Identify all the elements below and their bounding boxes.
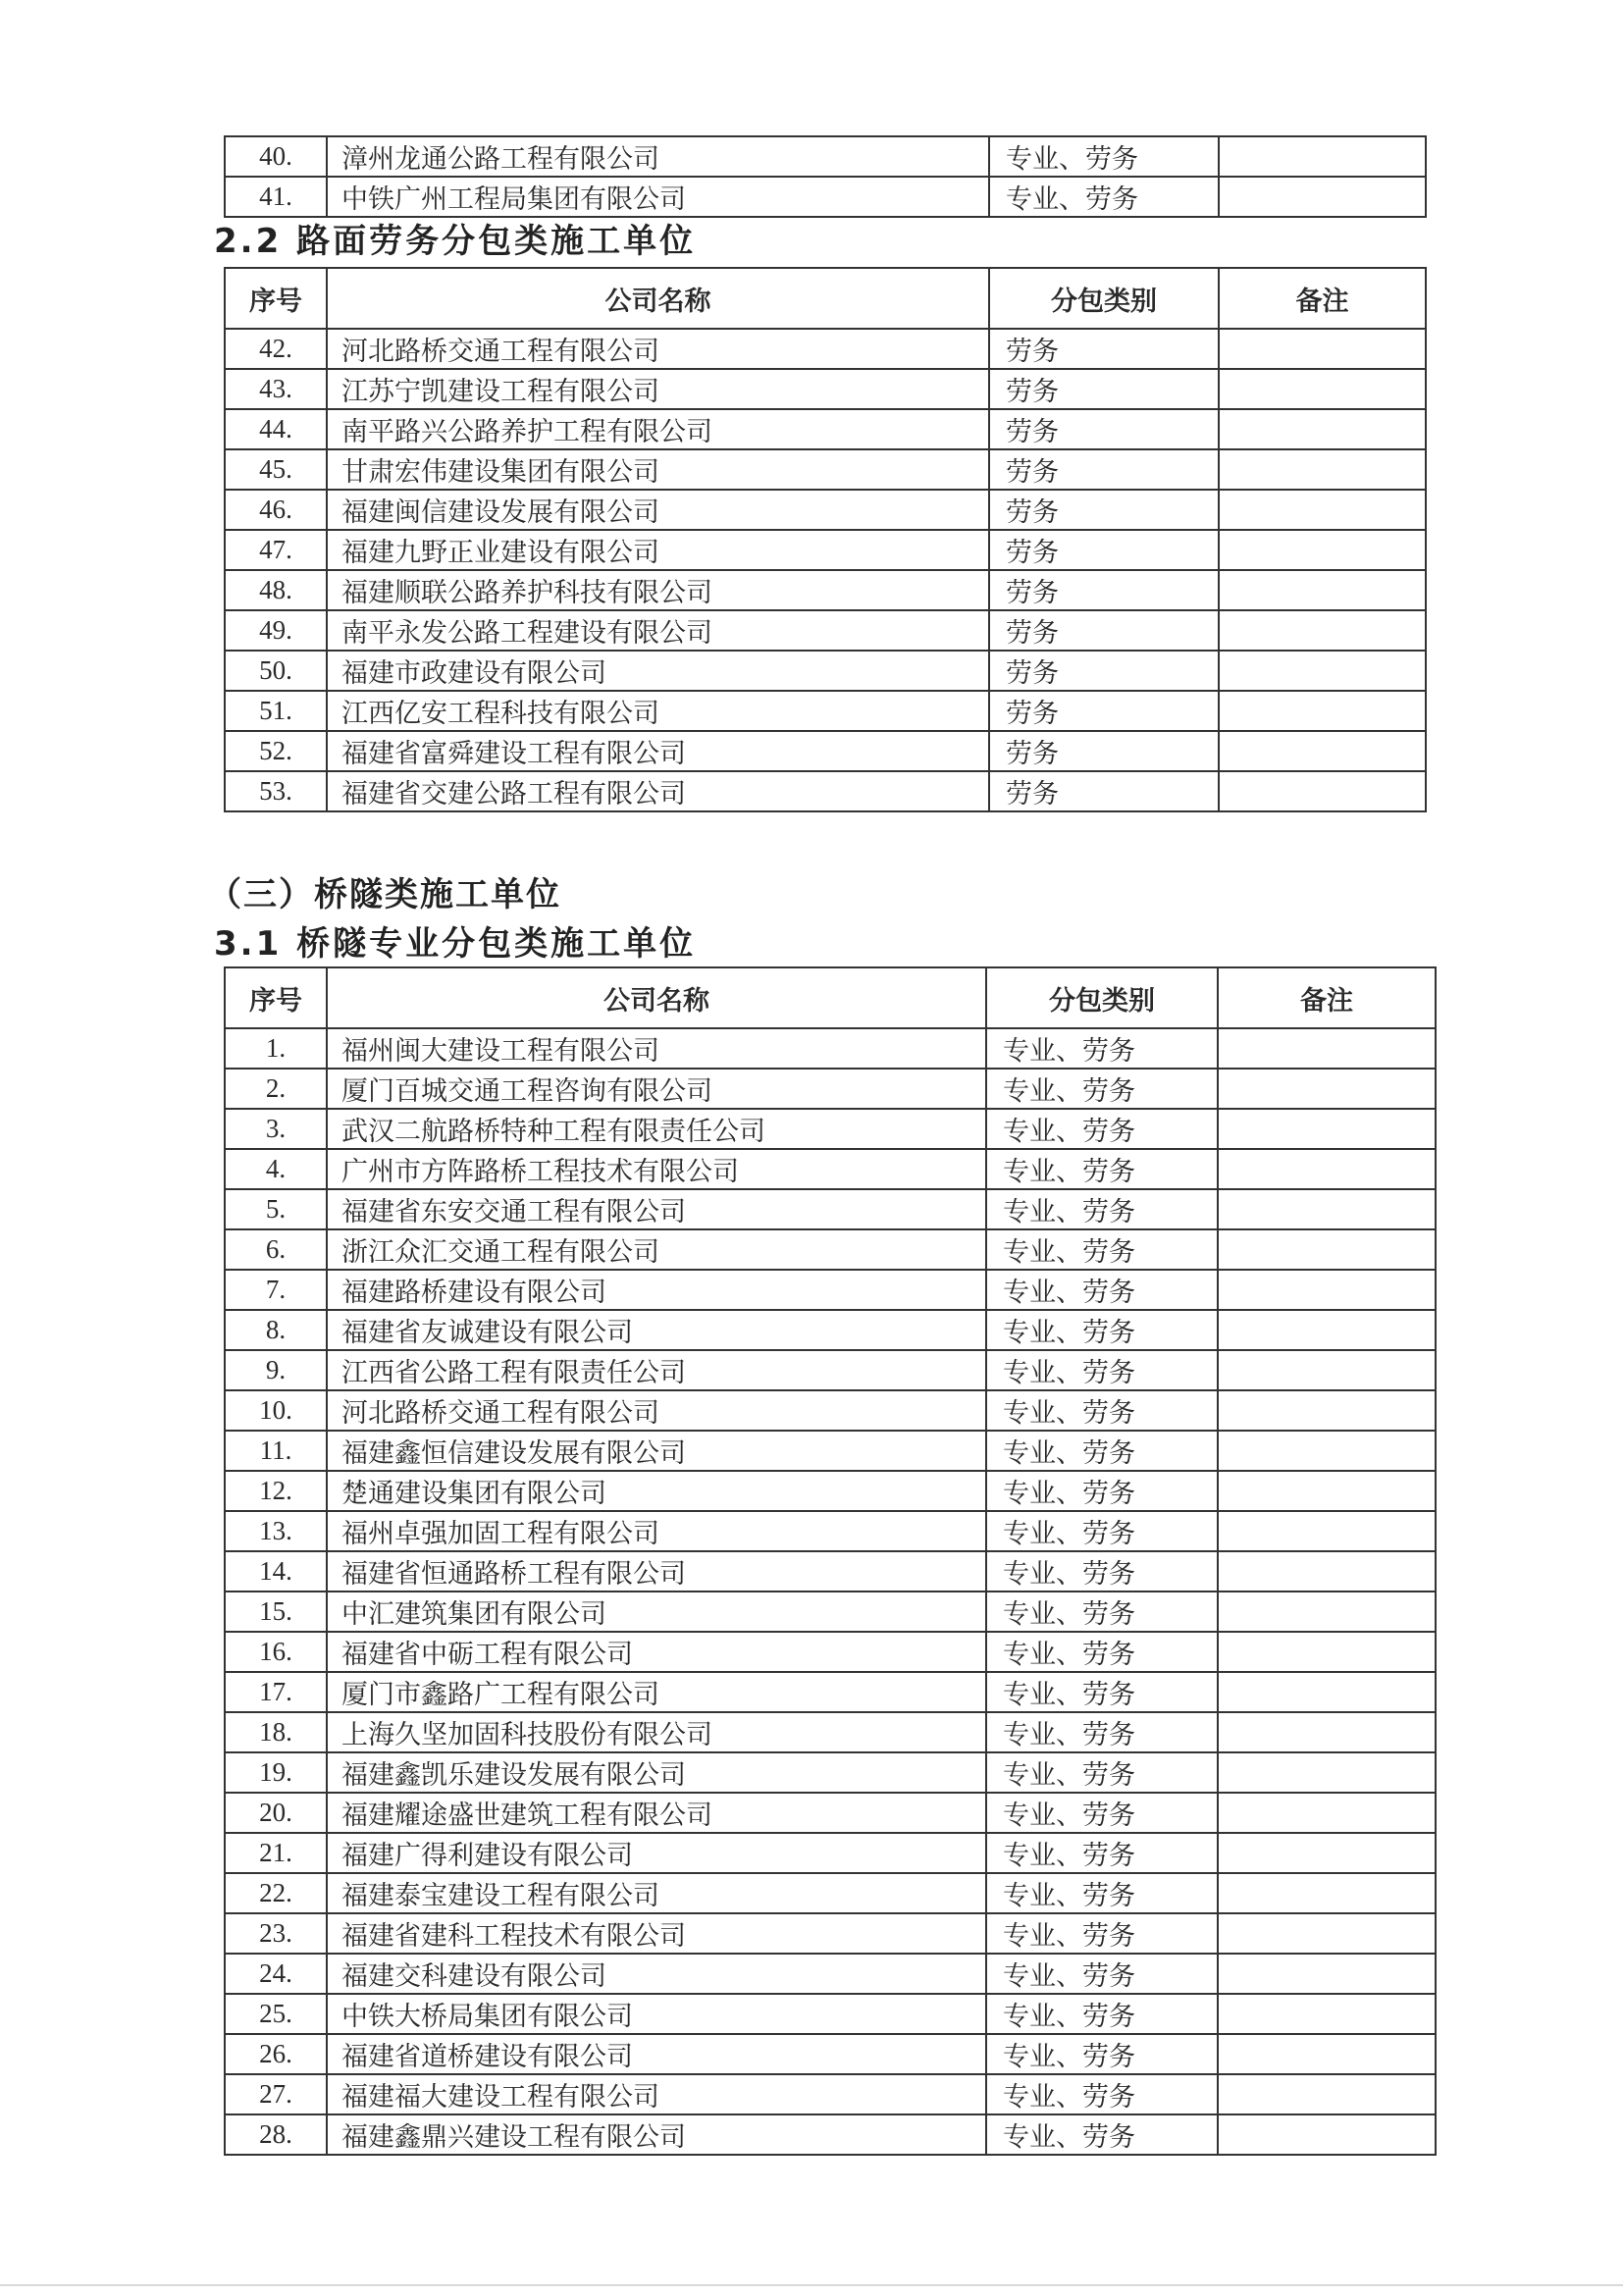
column-header-no: 序号 xyxy=(225,967,327,1028)
subcontract-type: 专业、劳务 xyxy=(986,1069,1218,1109)
subcontract-type: 专业、劳务 xyxy=(986,1994,1218,2034)
company-name: 福建省交建公路工程有限公司 xyxy=(327,771,989,811)
remark xyxy=(1219,329,1426,369)
table-row xyxy=(225,490,1426,530)
subcontract-type: 劳务 xyxy=(989,530,1219,570)
company-name: 福建省友诚建设有限公司 xyxy=(327,1310,986,1350)
column-header-name: 公司名称 xyxy=(327,268,989,329)
row-number: 43. xyxy=(225,369,327,409)
section-heading-2-2: 2.2 路面劳务分包类施工单位 xyxy=(214,222,697,261)
subcontract-type: 专业、劳务 xyxy=(986,2034,1218,2074)
remark xyxy=(1218,1149,1436,1189)
table-row xyxy=(225,409,1426,449)
company-name: 福建市政建设有限公司 xyxy=(327,651,989,691)
remark xyxy=(1218,1994,1436,2034)
remark xyxy=(1218,1793,1436,1833)
row-number: 26. xyxy=(225,2034,327,2074)
table-header-row xyxy=(225,967,1436,1028)
company-name: 广州市方阵路桥工程技术有限公司 xyxy=(327,1149,986,1189)
row-number: 15. xyxy=(225,1592,327,1632)
table-row xyxy=(225,1793,1436,1833)
table-row xyxy=(225,651,1426,691)
subcontract-type: 劳务 xyxy=(989,329,1219,369)
table-row xyxy=(225,329,1426,369)
subcontract-type: 专业、劳务 xyxy=(986,1229,1218,1270)
row-number: 13. xyxy=(225,1511,327,1551)
company-name: 南平永发公路工程建设有限公司 xyxy=(327,610,989,651)
subcontract-type: 专业、劳务 xyxy=(986,1672,1218,1712)
row-number: 20. xyxy=(225,1793,327,1833)
table-row xyxy=(225,2034,1436,2074)
company-name: 浙江众汇交通工程有限公司 xyxy=(327,1229,986,1270)
remark xyxy=(1219,691,1426,731)
remark xyxy=(1219,570,1426,610)
row-number: 46. xyxy=(225,490,327,530)
remark xyxy=(1218,1069,1436,1109)
row-number: 8. xyxy=(225,1310,327,1350)
company-name: 福建广得利建设有限公司 xyxy=(327,1833,986,1873)
table-row xyxy=(225,1712,1436,1752)
row-number: 44. xyxy=(225,409,327,449)
remark xyxy=(1218,1632,1436,1672)
subcontract-type: 专业、劳务 xyxy=(986,1913,1218,1954)
table-row xyxy=(225,610,1426,651)
company-name: 福建省恒通路桥工程有限公司 xyxy=(327,1551,986,1592)
table-row xyxy=(225,1833,1436,1873)
company-name: 江西亿安工程科技有限公司 xyxy=(327,691,989,731)
subcontract-type: 专业、劳务 xyxy=(986,1752,1218,1793)
remark xyxy=(1219,409,1426,449)
subcontract-type: 专业、劳务 xyxy=(986,1390,1218,1431)
row-number: 11. xyxy=(225,1431,327,1471)
row-number: 10. xyxy=(225,1390,327,1431)
row-number: 1. xyxy=(225,1028,327,1069)
table-row xyxy=(225,1954,1436,1994)
remark xyxy=(1218,1833,1436,1873)
company-name: 福建交科建设有限公司 xyxy=(327,1954,986,1994)
company-name: 福建耀途盛世建筑工程有限公司 xyxy=(327,1793,986,1833)
table-row xyxy=(225,1913,1436,1954)
company-name: 中铁大桥局集团有限公司 xyxy=(327,1994,986,2034)
company-name: 楚通建设集团有限公司 xyxy=(327,1471,986,1511)
company-name: 河北路桥交通工程有限公司 xyxy=(327,329,989,369)
row-number: 49. xyxy=(225,610,327,651)
subcontract-type: 劳务 xyxy=(989,449,1219,490)
company-name: 福建福大建设工程有限公司 xyxy=(327,2074,986,2114)
remark xyxy=(1218,1350,1436,1390)
table-row xyxy=(225,771,1426,811)
remark xyxy=(1218,1954,1436,1994)
table-row xyxy=(225,1350,1436,1390)
table-row xyxy=(225,1028,1436,1069)
subcontract-type: 专业、劳务 xyxy=(986,1149,1218,1189)
remark xyxy=(1218,2074,1436,2114)
table-row xyxy=(225,731,1426,771)
remark xyxy=(1219,449,1426,490)
remark xyxy=(1219,731,1426,771)
subcontract-type: 专业、劳务 xyxy=(986,1551,1218,1592)
remark xyxy=(1219,369,1426,409)
row-number: 6. xyxy=(225,1229,327,1270)
remark xyxy=(1218,1310,1436,1350)
company-name: 中汇建筑集团有限公司 xyxy=(327,1592,986,1632)
table-row xyxy=(225,570,1426,610)
subcontract-type: 专业、劳务 xyxy=(986,1310,1218,1350)
table-row xyxy=(225,1431,1436,1471)
column-header-remark: 备注 xyxy=(1218,967,1436,1028)
subcontract-type: 劳务 xyxy=(989,651,1219,691)
company-name: 福建九野正业建设有限公司 xyxy=(327,530,989,570)
table-row xyxy=(225,1752,1436,1793)
table-row xyxy=(225,1592,1436,1632)
table-row xyxy=(225,1511,1436,1551)
row-number: 48. xyxy=(225,570,327,610)
row-number: 5. xyxy=(225,1189,327,1229)
subcontract-type: 劳务 xyxy=(989,369,1219,409)
remark xyxy=(1219,771,1426,811)
remark xyxy=(1219,490,1426,530)
company-name: 江苏宁凯建设工程有限公司 xyxy=(327,369,989,409)
company-name: 福建顺联公路养护科技有限公司 xyxy=(327,570,989,610)
row-number: 27. xyxy=(225,2074,327,2114)
company-name: 武汉二航路桥特种工程有限责任公司 xyxy=(327,1109,986,1149)
company-name: 福建省建科工程技术有限公司 xyxy=(327,1913,986,1954)
company-name: 上海久坚加固科技股份有限公司 xyxy=(327,1712,986,1752)
subcontract-type: 专业、劳务 xyxy=(986,1833,1218,1873)
remark xyxy=(1219,651,1426,691)
subcontract-type: 专业、劳务 xyxy=(986,1431,1218,1471)
table-row xyxy=(225,177,1426,217)
remark xyxy=(1218,1431,1436,1471)
subcontract-type: 专业、劳务 xyxy=(986,1954,1218,1994)
bridge-tunnel-subcontractor-table xyxy=(224,966,1437,2156)
subcontract-type: 劳务 xyxy=(989,731,1219,771)
subcontract-type: 专业、劳务 xyxy=(986,1873,1218,1913)
row-number: 23. xyxy=(225,1913,327,1954)
subcontract-type: 专业、劳务 xyxy=(986,1350,1218,1390)
remark xyxy=(1219,530,1426,570)
remark xyxy=(1218,1551,1436,1592)
company-name: 福建鑫恒信建设发展有限公司 xyxy=(327,1431,986,1471)
row-number: 47. xyxy=(225,530,327,570)
remark xyxy=(1219,177,1426,217)
company-name: 厦门百城交通工程咨询有限公司 xyxy=(327,1069,986,1109)
pavement-labor-subcontractor-table xyxy=(224,267,1427,812)
subcontract-type: 专业、劳务 xyxy=(986,1109,1218,1149)
section-heading-3: （三）桥隧类施工单位 xyxy=(208,875,561,914)
subcontract-type: 劳务 xyxy=(989,691,1219,731)
remark xyxy=(1218,1752,1436,1793)
table-row xyxy=(225,1229,1436,1270)
remark xyxy=(1218,1028,1436,1069)
company-name: 南平路兴公路养护工程有限公司 xyxy=(327,409,989,449)
table-row xyxy=(225,1632,1436,1672)
remark xyxy=(1218,1672,1436,1712)
company-name: 中铁广州工程局集团有限公司 xyxy=(327,177,989,217)
row-number: 51. xyxy=(225,691,327,731)
company-name: 福州闽大建设工程有限公司 xyxy=(327,1028,986,1069)
column-header-no: 序号 xyxy=(225,268,327,329)
remark xyxy=(1218,1229,1436,1270)
row-number: 40. xyxy=(225,136,327,177)
row-number: 53. xyxy=(225,771,327,811)
page-bottom-edge xyxy=(0,2284,1623,2286)
remark xyxy=(1218,1189,1436,1229)
row-number: 42. xyxy=(225,329,327,369)
remark xyxy=(1218,1109,1436,1149)
table-row xyxy=(225,2114,1436,2155)
company-name: 福建省中砺工程有限公司 xyxy=(327,1632,986,1672)
remark xyxy=(1218,1592,1436,1632)
remark xyxy=(1218,1913,1436,1954)
company-name: 厦门市鑫路广工程有限公司 xyxy=(327,1672,986,1712)
row-number: 24. xyxy=(225,1954,327,1994)
subcontract-type: 专业、劳务 xyxy=(986,1712,1218,1752)
row-number: 21. xyxy=(225,1833,327,1873)
row-number: 17. xyxy=(225,1672,327,1712)
subcontract-type: 专业、劳务 xyxy=(989,177,1219,217)
column-header-type: 分包类别 xyxy=(986,967,1218,1028)
table-row xyxy=(225,1189,1436,1229)
row-number: 19. xyxy=(225,1752,327,1793)
table-row xyxy=(225,449,1426,490)
table-row xyxy=(225,2074,1436,2114)
row-number: 7. xyxy=(225,1270,327,1310)
table-header-row xyxy=(225,268,1426,329)
subcontract-type: 专业、劳务 xyxy=(989,136,1219,177)
subcontract-type: 专业、劳务 xyxy=(986,1592,1218,1632)
row-number: 52. xyxy=(225,731,327,771)
subcontract-type: 劳务 xyxy=(989,570,1219,610)
table-row xyxy=(225,1390,1436,1431)
remark xyxy=(1218,1511,1436,1551)
remark xyxy=(1218,1873,1436,1913)
company-name: 河北路桥交通工程有限公司 xyxy=(327,1390,986,1431)
remark xyxy=(1218,1270,1436,1310)
table-row xyxy=(225,1310,1436,1350)
subcontract-type: 劳务 xyxy=(989,409,1219,449)
subcontract-type: 专业、劳务 xyxy=(986,1189,1218,1229)
remark xyxy=(1218,1712,1436,1752)
table-row xyxy=(225,1994,1436,2034)
subcontract-type: 专业、劳务 xyxy=(986,1028,1218,1069)
subcontract-type: 劳务 xyxy=(989,771,1219,811)
subcontract-type: 专业、劳务 xyxy=(986,1632,1218,1672)
column-header-name: 公司名称 xyxy=(327,967,986,1028)
company-name: 甘肃宏伟建设集团有限公司 xyxy=(327,449,989,490)
remark xyxy=(1218,2034,1436,2074)
company-name: 福建鑫鼎兴建设工程有限公司 xyxy=(327,2114,986,2155)
table-row xyxy=(225,530,1426,570)
row-number: 9. xyxy=(225,1350,327,1390)
table-row xyxy=(225,1270,1436,1310)
table-row xyxy=(225,1149,1436,1189)
row-number: 4. xyxy=(225,1149,327,1189)
company-name: 福建路桥建设有限公司 xyxy=(327,1270,986,1310)
company-name: 福建鑫凯乐建设发展有限公司 xyxy=(327,1752,986,1793)
remark xyxy=(1218,1390,1436,1431)
row-number: 41. xyxy=(225,177,327,217)
company-name: 漳州龙通公路工程有限公司 xyxy=(327,136,989,177)
column-header-remark: 备注 xyxy=(1219,268,1426,329)
table-row xyxy=(225,1471,1436,1511)
table-row xyxy=(225,1672,1436,1712)
table-row xyxy=(225,691,1426,731)
company-name: 江西省公路工程有限责任公司 xyxy=(327,1350,986,1390)
row-number: 18. xyxy=(225,1712,327,1752)
table-row xyxy=(225,1069,1436,1109)
company-name: 福建省道桥建设有限公司 xyxy=(327,2034,986,2074)
row-number: 14. xyxy=(225,1551,327,1592)
remark xyxy=(1219,136,1426,177)
subcontract-type: 专业、劳务 xyxy=(986,1270,1218,1310)
section-heading-3-1: 3.1 桥隧专业分包类施工单位 xyxy=(214,924,697,964)
company-name: 福建闽信建设发展有限公司 xyxy=(327,490,989,530)
subcontract-type: 专业、劳务 xyxy=(986,2074,1218,2114)
subcontract-type: 专业、劳务 xyxy=(986,2114,1218,2155)
table-row xyxy=(225,136,1426,177)
subcontract-type: 专业、劳务 xyxy=(986,1511,1218,1551)
subcontract-type: 劳务 xyxy=(989,490,1219,530)
subcontract-type: 专业、劳务 xyxy=(986,1793,1218,1833)
row-number: 16. xyxy=(225,1632,327,1672)
row-number: 2. xyxy=(225,1069,327,1109)
row-number: 45. xyxy=(225,449,327,490)
table-row xyxy=(225,1109,1436,1149)
row-number: 22. xyxy=(225,1873,327,1913)
company-name: 福建省东安交通工程有限公司 xyxy=(327,1189,986,1229)
table-row xyxy=(225,369,1426,409)
row-number: 12. xyxy=(225,1471,327,1511)
column-header-type: 分包类别 xyxy=(989,268,1219,329)
company-name: 福州卓强加固工程有限公司 xyxy=(327,1511,986,1551)
subcontract-type: 专业、劳务 xyxy=(986,1471,1218,1511)
subcontract-type: 劳务 xyxy=(989,610,1219,651)
table-row xyxy=(225,1551,1436,1592)
company-name: 福建省富舜建设工程有限公司 xyxy=(327,731,989,771)
remark xyxy=(1218,2114,1436,2155)
row-number: 28. xyxy=(225,2114,327,2155)
company-name: 福建泰宝建设工程有限公司 xyxy=(327,1873,986,1913)
row-number: 50. xyxy=(225,651,327,691)
continued-company-table xyxy=(224,135,1427,218)
remark xyxy=(1219,610,1426,651)
table-row xyxy=(225,1873,1436,1913)
remark xyxy=(1218,1471,1436,1511)
row-number: 3. xyxy=(225,1109,327,1149)
row-number: 25. xyxy=(225,1994,327,2034)
